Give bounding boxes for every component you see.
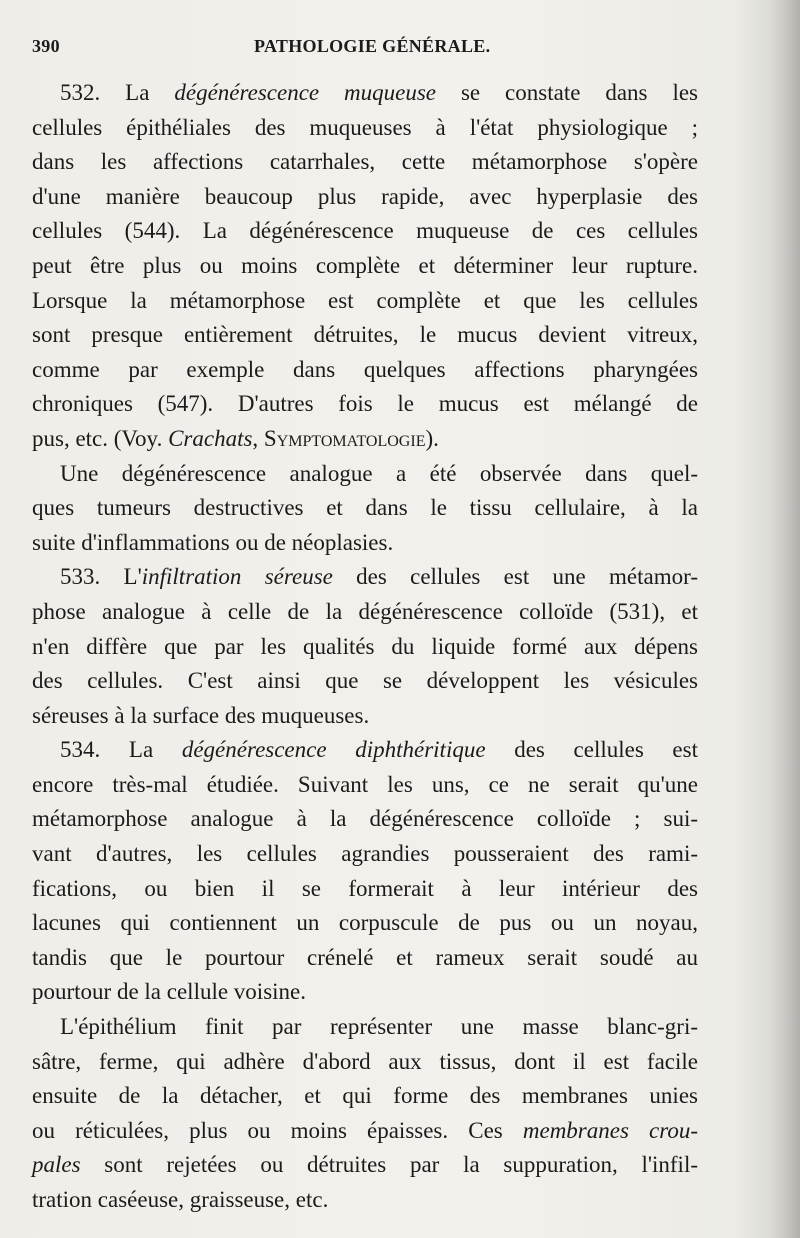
text-line: phose analogue à celle de la dégénérescence colloïde (531), et	[32, 598, 698, 624]
text-line: pus, etc. (Voy. Crachats, Symptomatologie).	[32, 425, 439, 451]
page-header	[32, 36, 772, 66]
text-line: encore très-mal étudiée. Suivant les uns, ce ne serait qu'une	[32, 771, 698, 797]
text-line: pales sont rejetées ou détruites par la suppuration, l'infil-	[32, 1152, 698, 1178]
paragraph-532-line: 532. La dégénérescence muqueuse se constate dans les	[60, 80, 698, 105]
text-line: peut être plus ou moins complète et déterminer leur rupture.	[32, 252, 698, 278]
page-gutter-shadow	[770, 0, 800, 1238]
text-line: ou réticulées, plus ou moins épaisses. Ces membranes crou-	[32, 1117, 698, 1143]
text-line: dans les affections catarrhales, cette métamorphose s'opère	[32, 149, 698, 175]
text-line: sâtre, ferme, qui adhère d'abord aux tissus, dont il est facile	[32, 1048, 698, 1074]
paragraph-line: Une dégénérescence analogue a été observée dans quel-	[60, 460, 698, 486]
text-line: fications, ou bien il se formerait à leur intérieur des	[32, 875, 698, 901]
text-line: Lorsque la métamorphose est complète et que les cellules	[32, 287, 698, 313]
text-line: comme par exemple dans quelques affections pharyngées	[32, 356, 698, 382]
text-line: suite d'inflammations ou de néoplasies.	[32, 529, 394, 555]
paragraph-line: L'épithélium finit par représenter une masse blanc-gri-	[60, 1014, 698, 1040]
page-body	[32, 76, 698, 1218]
text-line: d'une manière beaucoup plus rapide, avec hyperplasie des	[32, 183, 698, 209]
text-line: cellules épithéliales des muqueuses à l'état physiologique ;	[32, 114, 698, 140]
text-line: sont presque entièrement détruites, le mucus devient vitreux,	[32, 322, 698, 348]
text-line: lacunes qui contiennent un corpuscule de pus ou un noyau,	[32, 910, 698, 936]
paragraph-533-line: 533. L'infiltration séreuse des cellules est une métamor-	[60, 564, 698, 590]
text-line: ensuite de la détacher, et qui forme des membranes unies	[32, 1083, 698, 1109]
text-line: n'en diffère que par les qualités du liquide formé aux dépens	[32, 633, 698, 659]
text-line: métamorphose analogue à la dégénérescence colloïde ; sui-	[32, 806, 698, 832]
page-number: 390	[32, 36, 60, 56]
text-line: séreuses à la surface des muqueuses.	[32, 702, 370, 728]
text-line: cellules (544). La dégénérescence muqueuse de ces cellules	[32, 218, 698, 244]
text-line: ques tumeurs destructives et dans le tissu cellulaire, à la	[32, 495, 698, 521]
text-line: tandis que le pourtour crénelé et rameux serait soudé au	[32, 944, 698, 970]
text-line: vant d'autres, les cellules agrandies pousseraient des rami-	[32, 841, 698, 867]
text-line: chroniques (547). D'autres fois le mucus est mélangé de	[32, 391, 698, 417]
text-line: des cellules. C'est ainsi que se développent les vésicules	[32, 668, 698, 694]
running-title: PATHOLOGIE GÉNÉRALE.	[254, 36, 491, 56]
text-line: tration caséeuse, graisseuse, etc.	[32, 1187, 329, 1212]
paragraph-534-line: 534. La dégénérescence diphthéritique des cellules est	[60, 737, 698, 763]
text-line: pourtour de la cellule voisine.	[32, 979, 307, 1005]
